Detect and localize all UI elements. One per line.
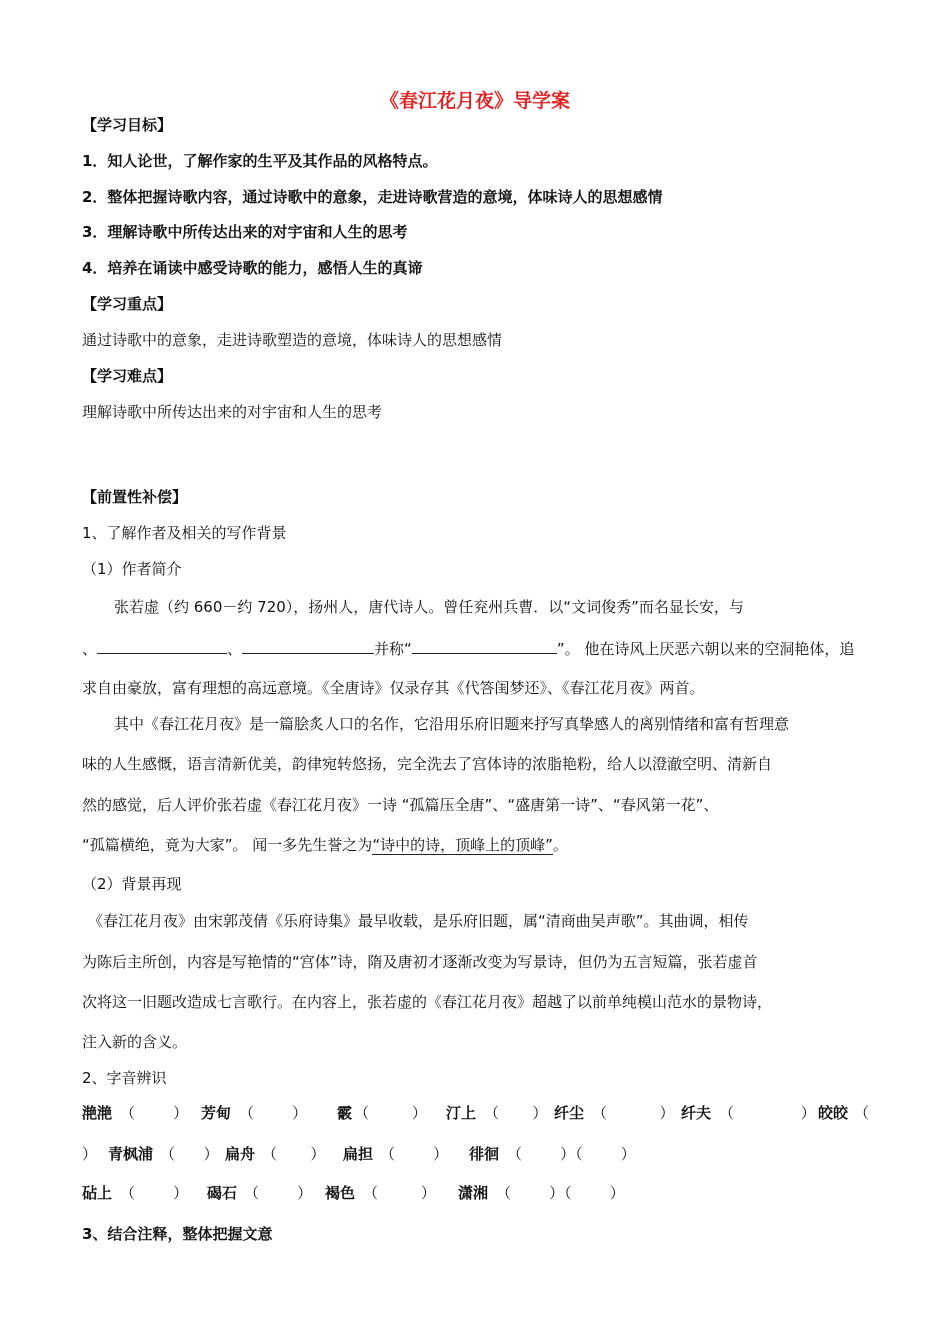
fill-blank-3[interactable] xyxy=(412,637,557,654)
bio-line-2 xyxy=(82,637,854,660)
para2-line-1: 其中《春江花月夜》是一篇脍炙人口的名作，它沿用乐府旧题来抒写真挚感人的离别情绪和富有哲理意 xyxy=(114,715,790,733)
answer-paren[interactable]: （ ） xyxy=(160,1145,219,1163)
preface-item-1: 1、了解作者及相关的写作背景 xyxy=(82,524,287,542)
para2-line-2: 味的人生感慨，语言清新优美，韵律宛转悠扬，完全洗去了宫体诗的浓脂艳粉，给人以澄澈空明、清新自 xyxy=(82,755,773,773)
word-qianfu: 纤夫 xyxy=(681,1104,712,1122)
difficulty-text: 理解诗歌中所传达出来的对宇宙和人生的思考 xyxy=(82,403,383,421)
answer-paren[interactable]: （ ） xyxy=(120,1104,189,1122)
answer-paren[interactable]: （ ） xyxy=(262,1145,326,1163)
preface-heading: 【前置性补偿】 xyxy=(82,488,188,506)
praise-quote: “诗中的诗，顶峰上的顶峰” xyxy=(372,836,553,854)
para2-end: 。 xyxy=(552,836,568,854)
goal-item-1: 1．知人论世，了解作家的生平及其作品的风格特点。 xyxy=(82,152,438,170)
answer-paren[interactable]: （ ） xyxy=(244,1184,313,1202)
word-xian: 霰 xyxy=(337,1104,353,1122)
answer-paren[interactable]: （ ） xyxy=(120,1184,189,1202)
word-yanyan: 滟滟 xyxy=(82,1104,113,1122)
answer-paren[interactable]: （ ） xyxy=(484,1104,548,1122)
para2-line-3: 然的感觉，后人评价张若虚《春江花月夜》一诗 “孤篇压全唐”、“盛唐第一诗”、“春风第一花”、 xyxy=(82,796,719,814)
goals-heading: 【学习目标】 xyxy=(82,116,173,134)
word-paihuai: 徘徊 xyxy=(469,1145,500,1163)
goal-item-4: 4．培养在诵读中感受诗歌的能力，感悟人生的真谛 xyxy=(82,259,423,277)
fill-blank-1[interactable] xyxy=(97,637,227,654)
background-line-4: 注入新的含义。 xyxy=(82,1033,188,1051)
word-tingshang: 汀上 xyxy=(446,1104,477,1122)
preface-item-2: 2、字音辨识 xyxy=(82,1069,167,1087)
word-fangdian: 芳甸 xyxy=(201,1104,232,1122)
preface-item-3: 3、结合注释，整体把握文意 xyxy=(82,1225,273,1243)
focus-heading: 【学习重点】 xyxy=(82,295,173,313)
goal-item-3: 3．理解诗歌中所传达出来的对宇宙和人生的思考 xyxy=(82,223,408,241)
bio-line-1: 张若虚（约 660－约 720），扬州人，唐代诗人。曾任兖州兵曹．以“文词俊秀”而名显长安，与 xyxy=(114,598,744,616)
goal-item-2: 2．整体把握诗歌内容，通过诗歌中的意象，走进诗歌营造的意境，体味诗人的思想感情 xyxy=(82,188,663,206)
word-xiaoxiang: 潇湘 xyxy=(458,1184,489,1202)
word-biandan: 扁担 xyxy=(343,1145,374,1163)
answer-paren[interactable]: （ ） xyxy=(354,1104,427,1122)
para2-line-4 xyxy=(82,834,568,856)
para2-text: “孤篇横绝，竟为大家”。 闻一多先生誉之为 xyxy=(82,836,373,854)
answer-paren[interactable]: （ ） xyxy=(592,1104,675,1122)
background-line-3: 次将这一旧题改造成七言歌行。在内容上，张若虚的《春江花月夜》超越了以前单纯模山范水的景物诗， xyxy=(82,993,773,1011)
answer-paren-close[interactable]: ） xyxy=(82,1145,98,1163)
word-hese: 褐色 xyxy=(325,1184,356,1202)
answer-paren[interactable]: （ ）（ ） xyxy=(507,1145,636,1163)
background-line-2: 为陈后主所创，内容是写艳情的“宫体”诗，隋及唐初才逐渐改变为写景诗，但仍为五言短篇，张若虚首 xyxy=(82,953,758,971)
bio-sep-1: 、 xyxy=(82,640,98,658)
word-jieshi: 碣石 xyxy=(207,1184,238,1202)
word-qingfengpu: 青枫浦 xyxy=(108,1145,154,1163)
word-pianzhou: 扁舟 xyxy=(225,1145,256,1163)
bio-text-rest: ”。 他在诗风上厌恶六朝以来的空洞艳体，追 xyxy=(556,640,855,658)
background-line-1: 《春江花月夜》由宋郭茂倩《乐府诗集》最早收载，是乐府旧题，属“清商曲吴声歌”。其曲调，相传 xyxy=(88,912,749,930)
answer-paren[interactable]: （ ） xyxy=(363,1184,436,1202)
word-xianchen: 纤尘 xyxy=(554,1104,585,1122)
answer-paren[interactable]: （ ） xyxy=(380,1145,449,1163)
answer-paren[interactable]: （ ） xyxy=(239,1104,308,1122)
answer-paren[interactable]: （ ） xyxy=(719,1104,816,1122)
fill-blank-2[interactable] xyxy=(242,637,374,654)
preface-sub-2: （2）背景再现 xyxy=(82,875,182,893)
word-zhenshang: 砧上 xyxy=(82,1184,113,1202)
bio-line-3: 求自由豪放，富有理想的高远意境。《全唐诗》仅录存其《代答闺梦还》、《春江花月夜》两首。 xyxy=(82,679,705,697)
difficulty-heading: 【学习难点】 xyxy=(82,367,173,385)
bio-text-and: 并称“ xyxy=(374,640,412,658)
word-jiaojiao: 皎皎 xyxy=(818,1104,849,1122)
bio-sep-2: 、 xyxy=(227,640,243,658)
preface-sub-1: （1）作者简介 xyxy=(82,560,182,578)
answer-paren[interactable]: （ ）（ ） xyxy=(496,1184,625,1202)
page-title: 《春江花月夜》导学案 xyxy=(379,90,570,112)
focus-text: 通过诗歌中的意象，走进诗歌塑造的意境，体味诗人的思想感情 xyxy=(82,331,503,349)
answer-paren[interactable]: （ xyxy=(854,1104,870,1122)
